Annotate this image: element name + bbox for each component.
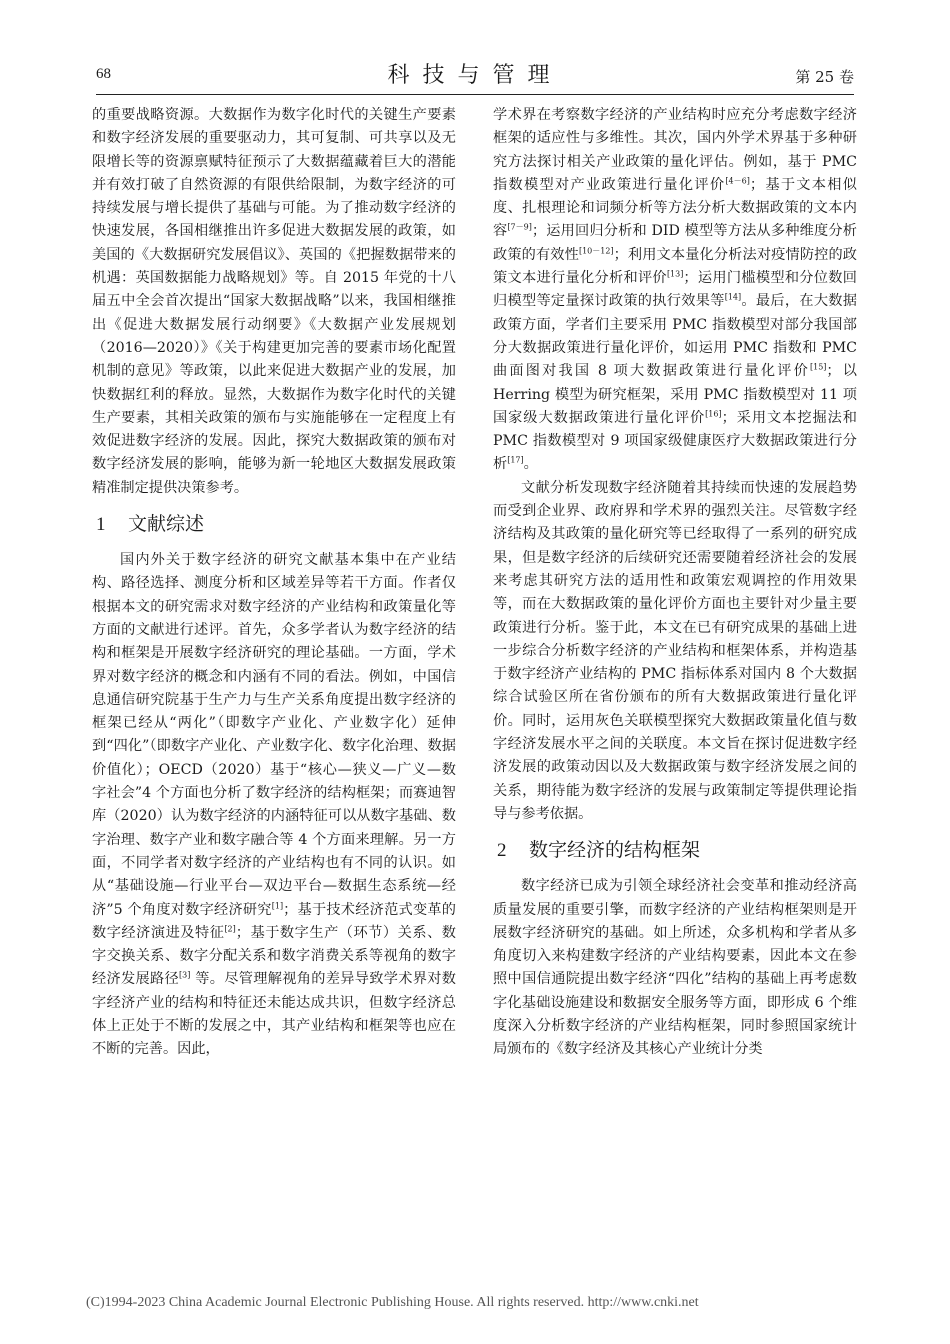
text-run: ；以 Herring 模型为研究框架，采用 PMC 指数模型对 11 项国家级大数据政策进行量化评价 [493,363,857,426]
citation-ref[interactable]: [4－6] [725,176,750,186]
citation-ref[interactable]: [15] [810,362,827,372]
section-title: 文献综述 [128,513,205,536]
copyright-footer: (C)1994-2023 China Academic Journal Electronic Publishing House. All rights reserved. http://www.cnki.net [86,1295,699,1310]
citation-ref[interactable]: [17] [507,455,524,465]
running-header [96,58,854,92]
text-run: 。最后，在大数据政策方面，学者们主要采用 PMC 指数模型对部分我国部分大数据政策进行量化评价，如运用 PMC 指数和 PMC 曲面图对我国 8 项大数据政策进行量化评价 [493,293,857,380]
text-run: 。 [523,456,538,473]
paragraph-research-gap: 文献分析发现数字经济随着其持续而快速的发展趋势而受到企业界、政府界和学术界的强烈关注。尽管数字经济结构及其政策的量化研究等已经取得了一系列的研究成果，但是数字经济的后续研究还需要随着经济社会的发展来考虑其研究方法的适用性和政策宏观调控的作用效果等，而在大数据政策的量化评价方面也主要针对少量主要政策进行分析。鉴于此，本文在已有研究成果的基础上进一步综合分析数字经济的产业结构和框架体系，并构造基于数字经济产业结构的 PMC 指标体系对国内 8 个大数据综合试验区所在省份颁布的所有大数据政策进行量化评价。同时，运用灰色关联模型探究大数据政策量化值与数字经济发展水平之间的关联度。本文旨在探讨促进数字经济发展的政策动因以及大数据政策与数字经济发展之间的关系，期待能为数字经济的发展与政策制定等提供理论指导与参考依据。 [493,479,857,822]
section-title: 数字经济的结构框架 [529,839,701,862]
citation-ref[interactable]: [1] [271,900,284,910]
section-heading-2 [493,836,857,865]
page-number: 68 [96,66,111,82]
text-run: ；运用回归分析和 DID 模型等方法从多种维度分析政策的有效性 [493,223,857,263]
text-run: ；基于数字生产（环节）关系、数字交换关系、数字分配关系和数字消费关系等视角的数字经济发展路径 [92,924,456,988]
paragraph-structure-framework: 数字经济已成为引领全球经济社会变革和推动经济高质量发展的重要引擎，而数字经济的产业结构框架则是开展数字经济研究的基础。如上所述，众多机构和学者从多角度切入来构建数字经济的产业结构要素，因此本文在参照中国信通院提出数字经济“四化”结构的基础上再考虑数字化基础设施建设和数据安全服务等方面，即形成 6 个维度深入分析数字经济的产业结构框架，同时参照国家统计局颁布的《数字经济及其核心产业统计分类 [493,878,857,1058]
paragraph-literature-continued [493,104,857,477]
right-column [493,104,857,1062]
section-heading-1 [92,510,456,539]
text-run: ；利用文本量化分析法对疫情防控的政策文本进行量化分析和评价 [493,246,857,287]
citation-ref[interactable]: [16] [705,409,722,419]
section-number: 2 [497,840,507,862]
citation-ref[interactable]: [13] [666,269,684,279]
text-run: ；基于技术经济范式变革的数字经济演进及特征 [92,901,456,941]
citation-ref[interactable]: [7－9] [507,222,532,232]
text-run: ；基于文本相似度、扎根理论和词频分析等方法分析大数据政策的文本内容 [493,176,857,240]
text-run: 学术界在考察数字经济的产业结构时应充分考虑数字经济框架的适应性与多维性。其次，国内外学术界基于多种研究方法探讨相关产业政策的量化评估。例如，基于 PMC 指数模型对产业政策进行量化评价 [493,107,857,193]
paragraph-intro-continued: 的重要战略资源。大数据作为数字化时代的关键生产要素和数字经济发展的重要驱动力，其可复制、可共享以及无限增长等的资源禀赋特征预示了大数据蕴藏着巨大的潜能并有效打破了自然资源的有限供给限制，为数字经济的可持续发展与增长提供了基础与可能。为了推动数字经济的快速发展，各国相继推出许多促进大数据发展的政策，如美国的《大数据研究发展倡议》、英国的《把握数据带来的机遇：英国数据能力战略规划》等。自 2015 年党的十八届五中全会首次提出“国家大数据战略”以来，我国相继推出《促进大数据发展行动纲要》《大数据产业发展规划（2016—2020）》《关于构建更加完善的要素市场化配置机制的意见》等政策，以此来促进大数据产业的发展，加快数据红利的释放。显然，大数据作为数字化时代的关键生产要素，其相关政策的颁布与实施能够在一定程度上有效促进数字经济的发展。因此，探究大数据政策的颁布对数字经济发展的影响，能够为新一轮地区大数据发展政策精准制定提供决策参考。 [92,107,456,496]
citation-ref[interactable]: [14] [724,292,742,302]
section-number: 1 [96,514,106,536]
header-rule [96,94,854,95]
citation-ref[interactable]: [10－12] [578,246,614,256]
citation-ref[interactable]: [2] [224,924,236,934]
text-run: 国内外关于数字经济的研究文献基本集中在产业结构、路径选择、测度分析和区域差异等若干方面。作者仅根据本文的研究需求对数字经济的产业结构和政策量化等方面的文献进行述评。首先，众多学者认为数字经济的结构和框架是开展数字经济研究的理论基础。一方面，学术界对数字经济的概念和内涵有不同的看法。例如，中国信息通信研究院基于生产力与生产关系角度提出数字经济的框架已经从“两化”（即数字产业化、产业数字化）延伸到“四化”（即数字产业化、产业数字化、数字化治理、数据价值化）；OECD（2020）基于“核心—狭义—广义—数字社会”4 个方面也分析了数字经济的结构框架；而赛迪智库（2020）认为数字经济的内涵特征可以从数字基础、数字治理、数字产业和数字融合等 4 个方面来理解。另一方面，不同学者对数字经济的产业结构也有不同的认识。如从“基础设施—行业平台—双边平台—数据生态系统—经济”5 个角度对数字经济研究 [92,552,456,918]
text-run: ；采用文本挖掘法和 PMC 指数模型对 9 项国家级健康医疗大数据政策进行分析 [493,409,857,473]
left-column [92,104,456,1062]
journal-title: 科技与管理 [387,63,563,88]
paragraph-literature-review [92,549,456,1062]
citation-ref[interactable]: [3] [179,970,191,980]
volume-label: 第 25 卷 [795,68,854,86]
text-run: ；运用门槛模型和分位数回归模型等定量探讨政策的执行效果等 [493,270,857,310]
text-run: 等。尽管理解视角的差异导致学术界对数字经济产业的结构和特征还未能达成共识，但数字经济总体上正处于不断的发展之中，其产业结构和框架等也应在不断的完善。因此， [92,971,456,1058]
